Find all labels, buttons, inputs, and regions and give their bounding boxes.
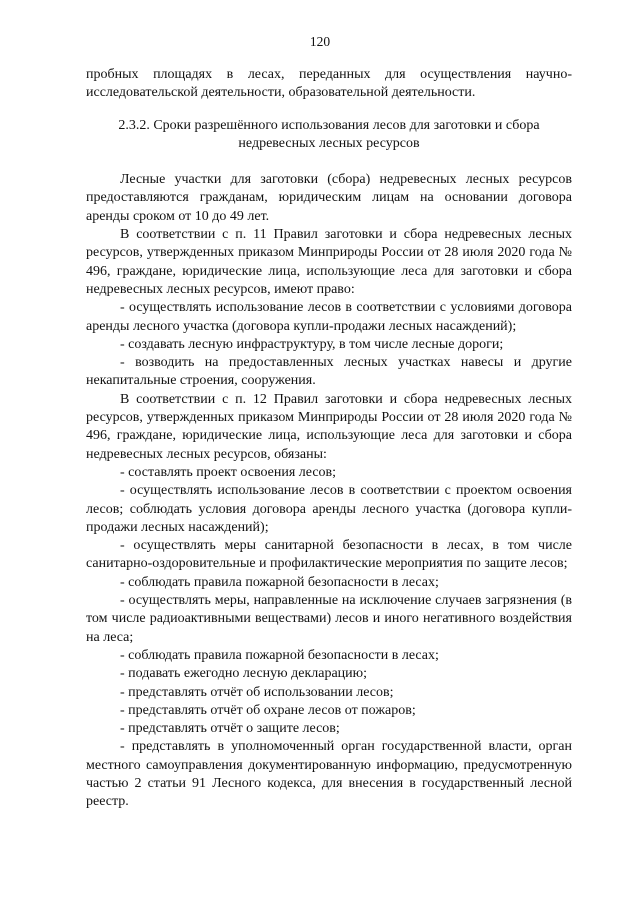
body-paragraph: - подавать ежегодно лесную декларацию;: [120, 666, 367, 682]
body-paragraph: - соблюдать правила пожарной безопасности в лесах;: [120, 647, 439, 663]
body-paragraph: - создавать лесную инфраструктуру, в том числе лесные дороги;: [120, 336, 504, 352]
paragraph-list: [86, 171, 572, 811]
section-heading-line-2: недревесных лесных ресурсов: [238, 135, 420, 151]
document-body: [86, 66, 572, 812]
body-paragraph: - представлять отчёт об использовании лесов;: [120, 684, 394, 700]
body-paragraph: - осуществлять меры, направленные на исключение случаев загрязнения (в том числе радиоактивными веществами) лесов и иного негативного воздействия на леса;: [86, 593, 572, 645]
body-paragraph: - соблюдать правила пожарной безопасности в лесах;: [120, 574, 439, 590]
body-paragraph: Лесные участки для заготовки (сбора) недревесных лесных ресурсов предоставляются гражданам, юридическим лицам на основании договора аренды сроком от 10 до 49 лет.: [86, 172, 572, 224]
continuation-paragraph: пробных площадях в лесах, переданных для осуществления научно-исследовательской деятельности, образовательной деятельности.: [86, 67, 572, 101]
body-paragraph: - осуществлять меры санитарной безопасности в лесах, в том числе санитарно-оздоровительные и профилактические мероприятия по защите лесов;: [86, 538, 572, 572]
body-paragraph: - возводить на предоставленных лесных участках навесы и другие некапитальные строения, сооружения.: [86, 355, 572, 389]
body-paragraph: - осуществлять использование лесов в соответствии с условиями договора аренды лесного участка (договора купли-продажи лесных насаждений);: [86, 300, 572, 334]
section-heading-line-1: 2.3.2. Сроки разрешённого использования лесов для заготовки и сбора: [118, 117, 540, 133]
page-number: 120: [309, 34, 331, 49]
section-heading: [86, 117, 572, 154]
body-paragraph: В соответствии с п. 12 Правил заготовки и сбора недревесных лесных ресурсов, утвержденных приказом Минприроды России от 28 июля 2020 года № 496, граждане, юридические лица, использующие леса для заготовки и сбора недревесных лесных ресурсов, обязаны:: [86, 391, 572, 462]
body-paragraph: - представлять отчёт о защите лесов;: [120, 721, 340, 737]
body-paragraph: - составлять проект освоения лесов;: [120, 464, 337, 480]
body-paragraph: - представлять в уполномоченный орган государственной власти, орган местного самоуправления документированную информацию, предусмотренную частью 2 статьи 91 Лесного кодекса, для внесения в государственный лесной реестр.: [86, 739, 572, 810]
body-paragraph: - осуществлять использование лесов в соответствии с проектом освоения лесов; соблюдать условия договора аренды лесного участка (договора купли-продажи лесных насаждений);: [86, 483, 572, 535]
body-paragraph: В соответствии с п. 11 Правил заготовки и сбора недревесных лесных ресурсов, утвержденных приказом Минприроды России от 28 июля 2020 года № 496, граждане, юридические лица, использующие леса для заготовки и сбора недревесных лесных ресурсов, имеют право:: [86, 227, 572, 297]
body-paragraph: - представлять отчёт об охране лесов от пожаров;: [120, 702, 416, 718]
